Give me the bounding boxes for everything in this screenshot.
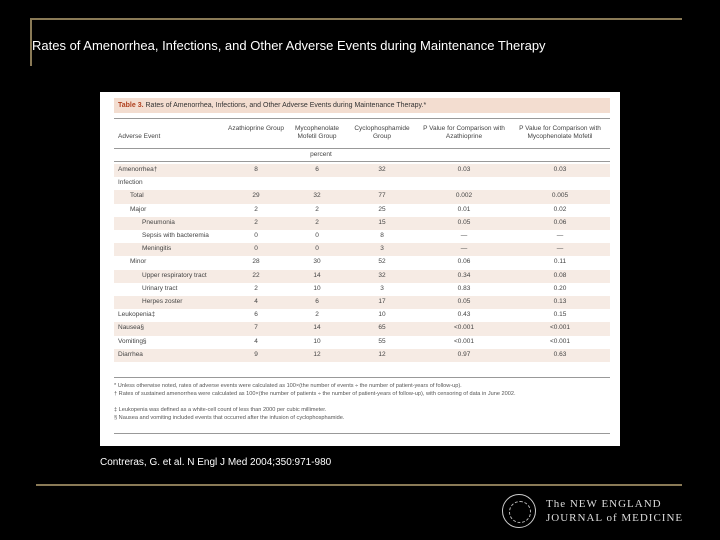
- row-value-cyc: 77: [378, 192, 386, 200]
- row-value-aza: 2: [254, 218, 258, 226]
- row-value-p2: 0.02: [553, 205, 567, 213]
- row-event-label: Meningitis: [142, 245, 172, 253]
- row-value-cyc: 52: [378, 258, 386, 266]
- row-value-cyc: 25: [378, 205, 386, 213]
- row-value-p1: <0.001: [453, 337, 475, 345]
- row-value-cyc: 17: [378, 298, 386, 305]
- row-value-mmf: 2: [315, 311, 319, 319]
- row-value-cyc: 8: [380, 232, 384, 239]
- row-value-mmf: 10: [313, 337, 321, 345]
- row-value-mmf: 10: [313, 284, 321, 292]
- row-value-p2: 0.15: [553, 311, 567, 319]
- table-image: [100, 92, 620, 446]
- row-value-aza: 9: [254, 350, 258, 358]
- row-event-label: Herpes zoster: [142, 298, 183, 305]
- row-event-label: Leukopenia‡: [118, 311, 156, 319]
- header-mid-rule: [114, 148, 610, 149]
- row-value-aza: 22: [252, 271, 260, 279]
- row-value-cyc: 10: [378, 311, 386, 319]
- row-value-cyc: 32: [378, 271, 386, 279]
- table-caption-text: Rates of Amenorrhea, Infections, and Other Adverse Events during Maintenance Therapy.*: [143, 102, 427, 109]
- row-event-label: Upper respiratory tract: [142, 271, 207, 279]
- row-value-aza: 6: [254, 311, 258, 319]
- row-value-p2: 0.13: [553, 298, 567, 305]
- row-value-p2: 0.03: [553, 166, 567, 173]
- row-value-p1: —: [460, 232, 468, 239]
- row-event-label: Diarrhea: [118, 350, 143, 358]
- row-value-mmf: 32: [313, 192, 321, 200]
- row-value-p1: 0.03: [457, 166, 471, 173]
- row-value-aza: 4: [254, 337, 258, 345]
- row-value-p2: <0.001: [549, 324, 571, 332]
- row-event-label: Nausea§: [118, 324, 145, 332]
- header-event: Adverse Event: [118, 133, 161, 140]
- header-p-mmf: P Value for Comparison with Mycophenolate Mofetil: [519, 125, 601, 140]
- table-bottom-rule: [114, 433, 610, 434]
- row-value-cyc: 55: [378, 337, 386, 345]
- row-value-p2: 0.11: [553, 258, 567, 266]
- row-value-mmf: 14: [313, 324, 321, 332]
- footnote-2: † Rates of sustained amenorrhea were calculated as 100×(the number of patients ÷ the number of patient-years of follow-up), with censoring of data in June 2002.: [114, 391, 516, 397]
- row-value-p1: 0.002: [455, 192, 473, 200]
- row-value-cyc: 15: [378, 218, 386, 226]
- row-value-p2: —: [556, 245, 564, 253]
- row-value-p1: <0.001: [453, 324, 475, 332]
- top-rule: [30, 18, 682, 20]
- nejm-seal-logo: [502, 494, 536, 528]
- row-event-label: Pneumonia: [142, 218, 175, 226]
- row-value-mmf: 6: [315, 298, 319, 305]
- header-unit: percent: [310, 151, 332, 158]
- row-value-cyc: 32: [378, 166, 386, 173]
- journal-name-line2: JOURNAL of MEDICINE: [546, 512, 684, 524]
- row-event-label: Vomiting§: [118, 337, 147, 345]
- row-value-aza: 28: [252, 258, 260, 266]
- header-cyc: Cyclophosphamide Group: [354, 125, 410, 140]
- row-value-mmf: 2: [315, 205, 319, 213]
- row-value-p1: —: [460, 245, 468, 253]
- header-bottom-rule: [114, 161, 610, 162]
- journal-name-line1: The NEW ENGLAND: [546, 498, 662, 510]
- row-value-cyc: 65: [378, 324, 386, 332]
- row-value-mmf: 2: [315, 218, 319, 226]
- slide-title: Rates of Amenorrhea, Infections, and Other Adverse Events during Maintenance Therapy: [32, 38, 546, 53]
- row-event-label: Total: [130, 192, 144, 200]
- row-value-p2: 0.08: [553, 271, 567, 279]
- row-event-label: Amenorrhea†: [118, 166, 158, 173]
- row-value-p2: 0.63: [553, 350, 567, 358]
- header-mmf: Mycophenolate Mofetil Group: [294, 125, 340, 140]
- row-value-aza: 0: [254, 245, 258, 253]
- row-value-p2: —: [556, 232, 564, 239]
- row-value-aza: 29: [252, 192, 260, 200]
- row-value-aza: 0: [254, 232, 258, 239]
- row-value-p1: 0.05: [457, 298, 471, 305]
- header-p-aza: P Value for Comparison with Azathioprine: [423, 125, 505, 140]
- row-value-p2: 0.20: [553, 284, 567, 292]
- row-event-label: Major: [130, 205, 147, 213]
- row-value-cyc: 12: [378, 350, 386, 358]
- row-value-aza: 2: [254, 205, 258, 213]
- row-value-aza: 8: [254, 166, 258, 173]
- row-value-p2: 0.005: [551, 192, 569, 200]
- citation: Contreras, G. et al. N Engl J Med 2004;350:971-980: [100, 457, 332, 468]
- row-value-mmf: 12: [313, 350, 321, 358]
- row-value-p2: <0.001: [549, 337, 571, 345]
- row-value-mmf: 0: [315, 232, 319, 239]
- row-event-label: Infection: [118, 179, 143, 187]
- footnote-rule: [114, 377, 610, 378]
- row-value-mmf: 6: [315, 166, 319, 173]
- row-value-aza: 7: [254, 324, 258, 332]
- table-caption: [114, 98, 610, 113]
- row-value-p1: 0.05: [457, 218, 471, 226]
- row-event-label: Minor: [130, 258, 147, 266]
- row-value-cyc: 3: [380, 284, 384, 292]
- row-value-p1: 0.34: [457, 271, 471, 279]
- row-value-p1: 0.97: [457, 350, 471, 358]
- header-aza: Azathioprine Group: [228, 125, 285, 132]
- row-value-cyc: 3: [380, 245, 384, 253]
- row-value-p1: 0.01: [457, 205, 471, 213]
- row-value-p1: 0.43: [457, 311, 471, 319]
- row-value-p1: 0.06: [457, 258, 471, 266]
- row-value-p2: 0.06: [553, 218, 567, 226]
- footnote-4: § Nausea and vomiting included events that occurred after the infusion of cyclophosphamide.: [114, 415, 345, 421]
- row-event-label: Sepsis with bacteremia: [142, 232, 209, 239]
- footnote-1: * Unless otherwise noted, rates of adverse events were calculated as 100×(the number of events ÷ the number of patient-years of follow-up).: [114, 383, 462, 389]
- row-value-mmf: 0: [315, 245, 319, 253]
- table-caption-label: Table 3.: [118, 102, 144, 109]
- row-value-p1: 0.83: [457, 284, 471, 292]
- footnote-3: ‡ Leukopenia was defined as a white-cell count of less than 2000 per cubic millimeter.: [114, 407, 327, 413]
- row-value-aza: 4: [254, 298, 258, 305]
- row-event-label: Urinary tract: [142, 284, 178, 292]
- row-value-aza: 2: [254, 284, 258, 292]
- bottom-rule: [36, 484, 682, 486]
- header-top-rule: [114, 118, 610, 119]
- row-value-mmf: 30: [313, 258, 321, 266]
- row-value-mmf: 14: [313, 271, 321, 279]
